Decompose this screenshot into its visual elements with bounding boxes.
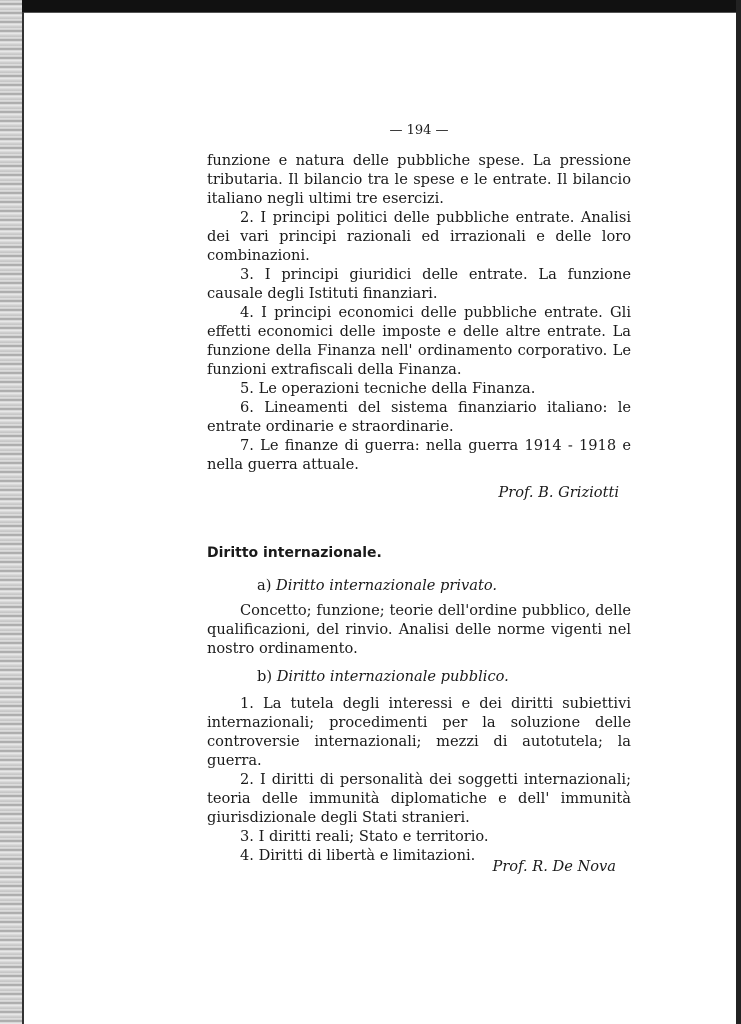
pubblico-subheading xyxy=(207,667,631,686)
page-number: — 194 — xyxy=(389,123,449,138)
finanza-item-2: 2. I principi politici delle pubbliche entrate. Analisi dei vari principi razionali ed irrazionali e delle loro combinazioni. xyxy=(207,209,631,264)
privato-subheading xyxy=(207,576,631,595)
pubblico-item-4: 4. Diritti di libertà e limitazioni. xyxy=(240,847,476,864)
finanza-item-6: 6. Lineamenti del sistema finanziario italiano: le entrate ordinarie e straordinarie. xyxy=(207,399,631,435)
pubblico-item-1: 1. La tutela degli interessi e dei diritti subiettivi internazionali; procedimenti per la soluzione delle controversie internazionali; mezzi di autotutela; la guerra. xyxy=(207,695,631,769)
pubblico-marker: b) xyxy=(257,668,273,685)
finanza-item-7: 7. Le finanze di guerra: nella guerra 1914 - 1918 e nella guerra attuale. xyxy=(207,437,631,473)
finanza-item-3: 3. I principi giuridici delle entrate. La funzione causale degli Istituti finanziari. xyxy=(207,266,631,302)
finanza-item-5: 5. Le operazioni tecniche della Finanza. xyxy=(240,380,536,397)
privato-marker: a) xyxy=(257,577,272,594)
finanza-intro: funzione e natura delle pubbliche spese. La pressione tributaria. Il bilancio tra le spese e le entrate. Il bilancio italiano negli ultimi tre esercizi. xyxy=(207,152,631,207)
scan-right-edge xyxy=(736,0,741,1024)
scan-left-rule xyxy=(22,12,24,1024)
scan-top-margin xyxy=(20,12,741,23)
pubblico-item-3: 3. I diritti reali; Stato e territorio. xyxy=(240,828,489,845)
pubblico-item-2: 2. I diritti di personalità dei soggetti internazionali; teoria delle immunità diplomatiche e dell' immunità giurisdizionale degli Stati stranieri. xyxy=(207,771,631,826)
finanza-section xyxy=(207,151,631,474)
privato-section xyxy=(207,601,631,658)
pubblico-section xyxy=(207,694,631,865)
privato-title: Diritto internazionale privato. xyxy=(276,577,498,594)
diritto-professor: Prof. R. De Nova xyxy=(492,858,616,875)
privato-text: Concetto; funzione; teorie dell'ordine pubblico, delle qualificazioni, del rinvio. Analisi delle norme vigenti nel nostro ordinamento. xyxy=(207,602,631,657)
diritto-heading: Diritto internazionale. xyxy=(207,545,382,561)
pubblico-title: Diritto internazionale pubblico. xyxy=(276,668,509,685)
scan-binding-edge xyxy=(0,0,22,1024)
finanza-item-4: 4. I principi economici delle pubbliche entrate. Gli effetti economici delle imposte e delle altre entrate. La funzione della Finanza nell' ordinamento corporativo. Le funzioni extrafiscali della Finanza. xyxy=(207,304,631,378)
finanza-professor: Prof. B. Griziotti xyxy=(498,484,619,501)
